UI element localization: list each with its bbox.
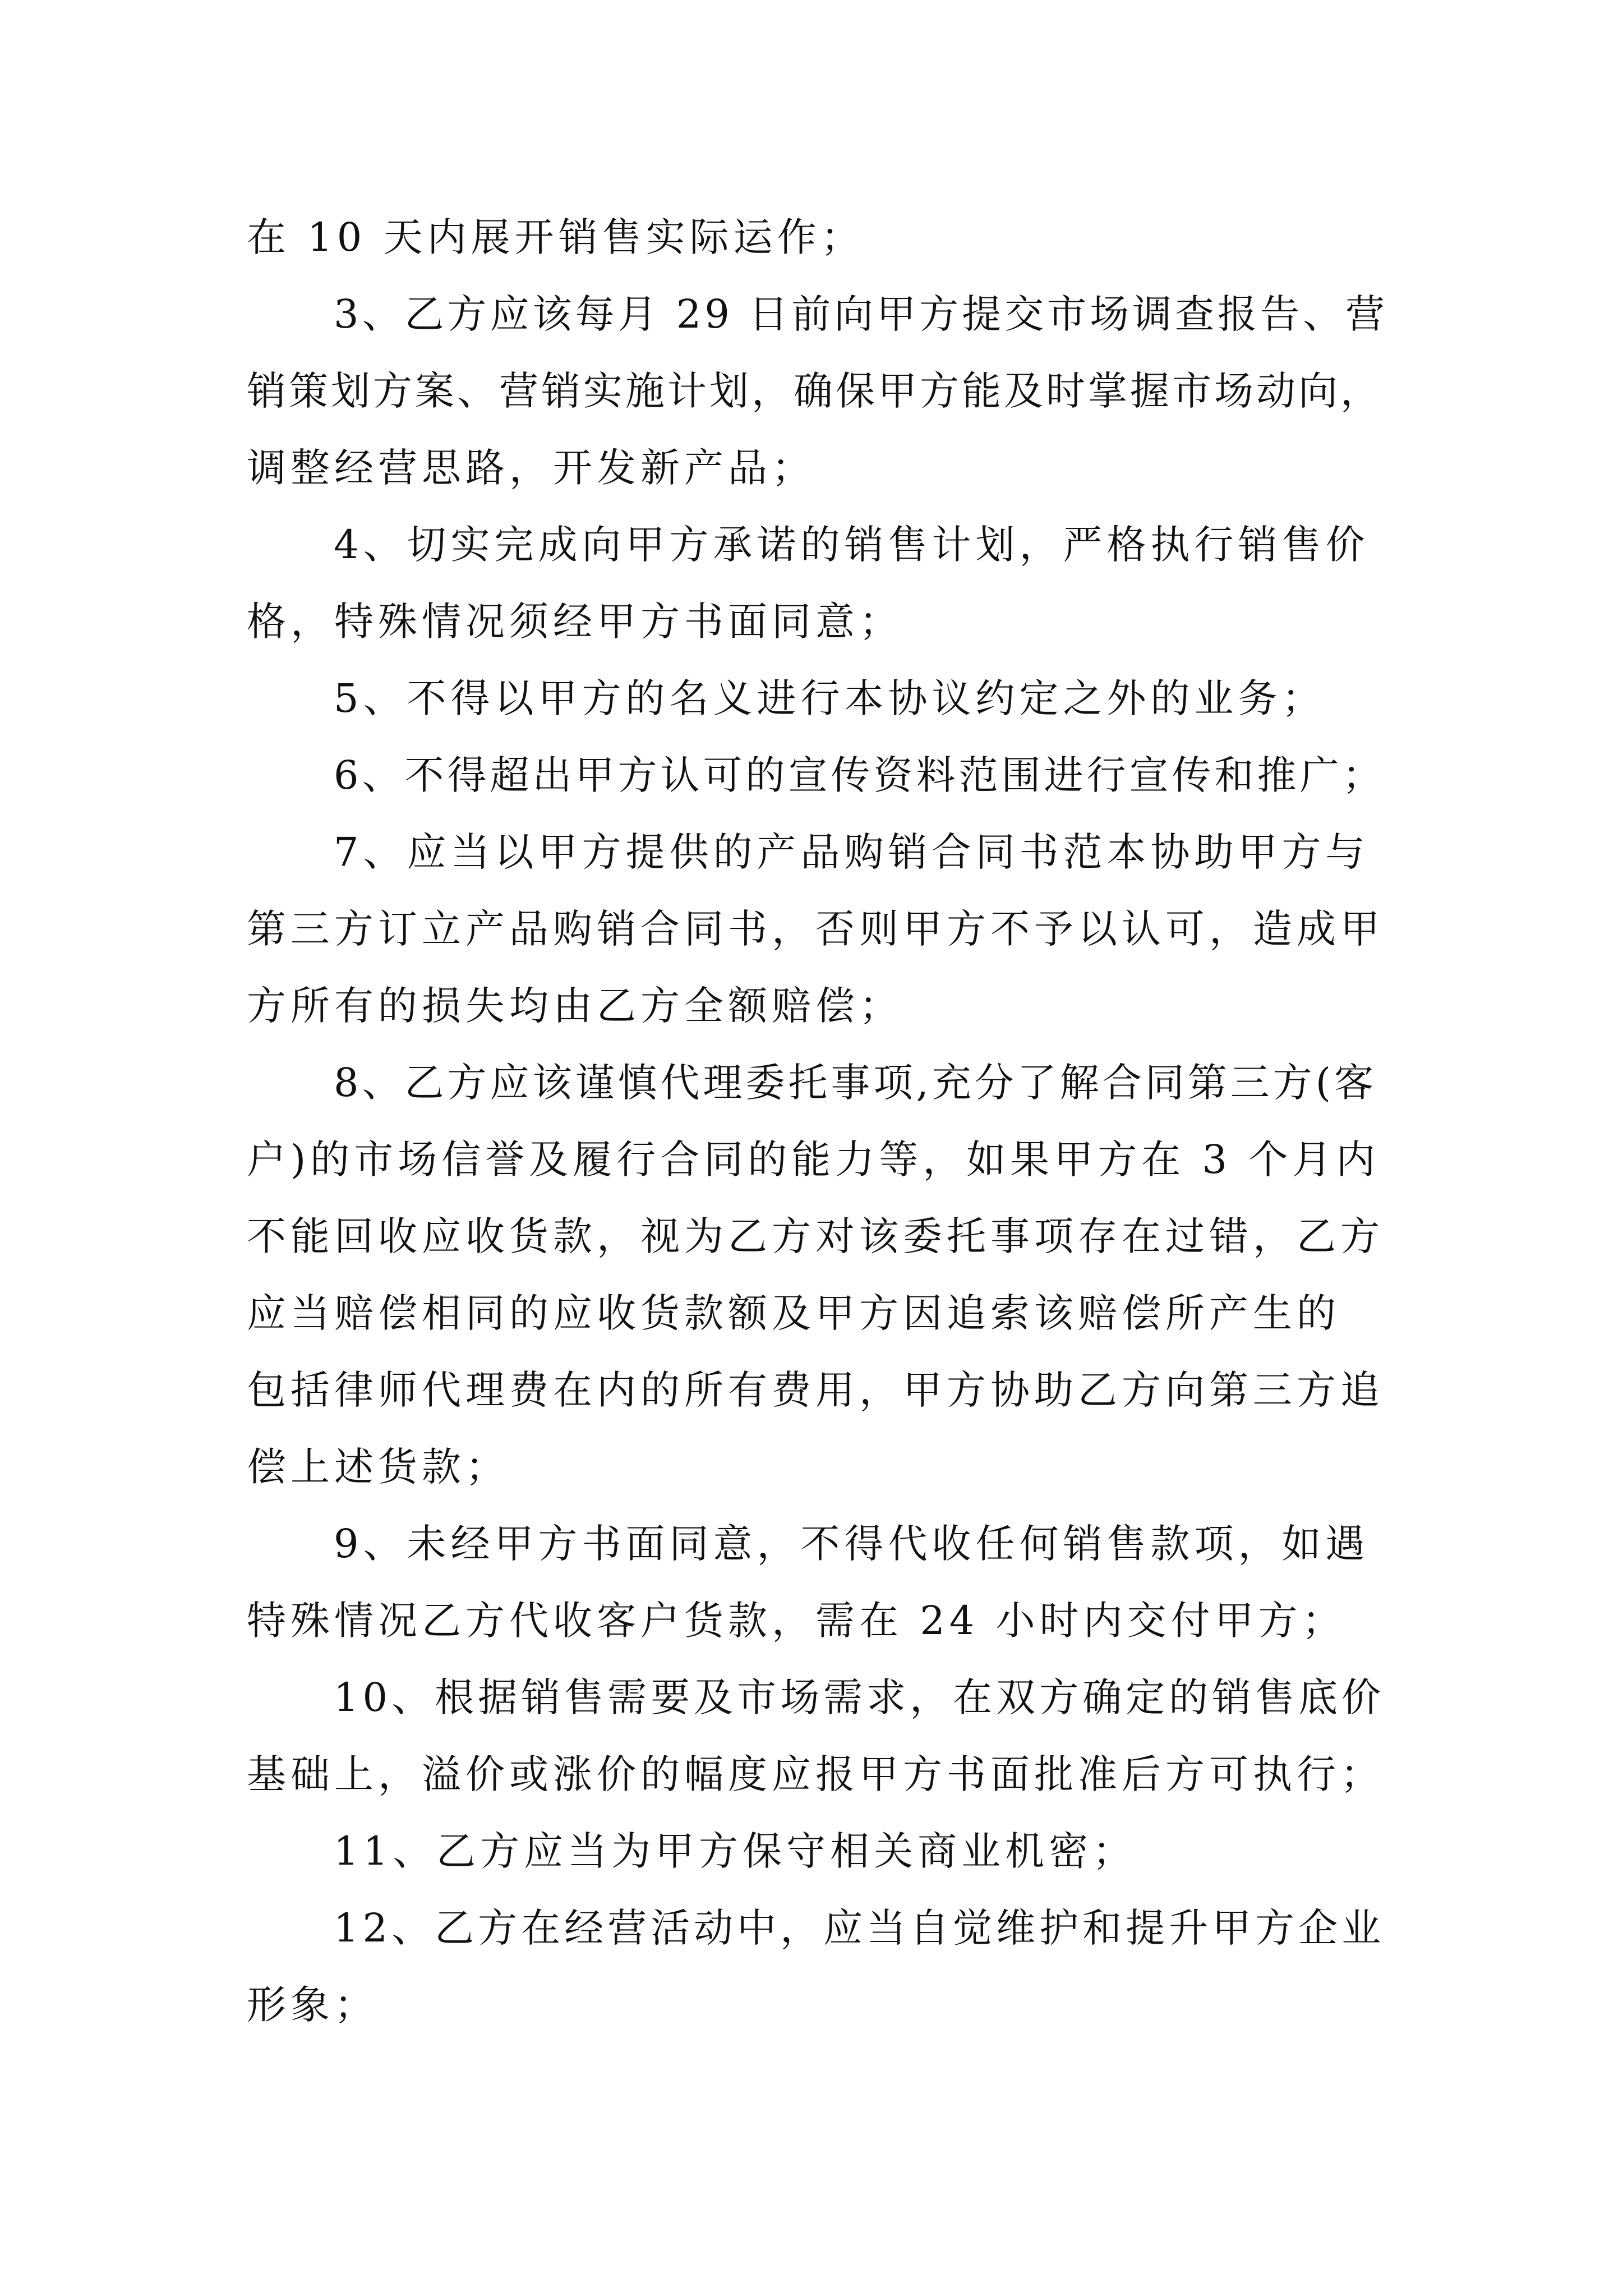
text-line: 不能回收应收货款，视为乙方对该委托事项存在过错，乙方 xyxy=(247,1213,1384,1259)
text-line: 11、乙方应当为甲方保守相关商业机密； xyxy=(334,1828,1137,1874)
text-line: 5、不得以甲方的名义进行本协议约定之外的业务； xyxy=(334,675,1326,721)
text-line: 4、切实完成向甲方承诺的销售计划，严格执行销售价 xyxy=(334,522,1370,568)
text-line: 调整经营思路，开发新产品； xyxy=(247,445,815,491)
text-line: 9、未经甲方书面同意，不得代收任何销售款项，如遇 xyxy=(334,1521,1370,1567)
text-line: 户)的市场信誉及履行合同的能力等，如果甲方在 3 个月内 xyxy=(247,1137,1380,1182)
text-line: 在 10 天内展开销售实际运作； xyxy=(247,214,865,260)
text-line: 12、乙方在经营活动中，应当自觉维护和提升甲方企业 xyxy=(334,1905,1385,1951)
text-line: 格，特殊情况须经甲方书面同意； xyxy=(247,599,903,645)
text-line: 基础上，溢价或涨价的幅度应报甲方书面批准后方可执行； xyxy=(247,1751,1384,1797)
text-line: 包括律师代理费在内的所有费用，甲方协助乙方向第三方追 xyxy=(247,1367,1384,1413)
text-line: 方所有的损失均由乙方全额赔偿； xyxy=(247,983,903,1029)
text-line: 8、乙方应该谨慎代理委托事项,充分了解合同第三方(客 xyxy=(334,1060,1377,1106)
text-line: 6、不得超出甲方认可的宣传资料范围进行宣传和推广； xyxy=(334,752,1385,798)
text-line: 偿上述货款； xyxy=(247,1444,509,1490)
text-line: 形象； xyxy=(247,1982,378,2028)
text-line: 3、乙方应该每月 29 日前向甲方提交市场调查报告、营 xyxy=(334,291,1389,337)
text-line: 第三方订立产品购销合同书，否则甲方不予以认可，造成甲 xyxy=(247,906,1384,952)
text-line: 应当赔偿相同的应收货款额及甲方因追索该赔偿所产生的 xyxy=(247,1290,1340,1336)
text-line: 特殊情况乙方代收客户货款，需在 24 小时内交付甲方； xyxy=(247,1598,1346,1644)
text-line: 销策划方案、营销实施计划，确保甲方能及时掌握市场动向， xyxy=(247,368,1382,414)
text-line: 7、应当以甲方提供的产品购销合同书范本协助甲方与 xyxy=(334,829,1370,875)
text-line: 10、根据销售需要及市场需求，在双方确定的销售底价 xyxy=(334,1674,1385,1720)
